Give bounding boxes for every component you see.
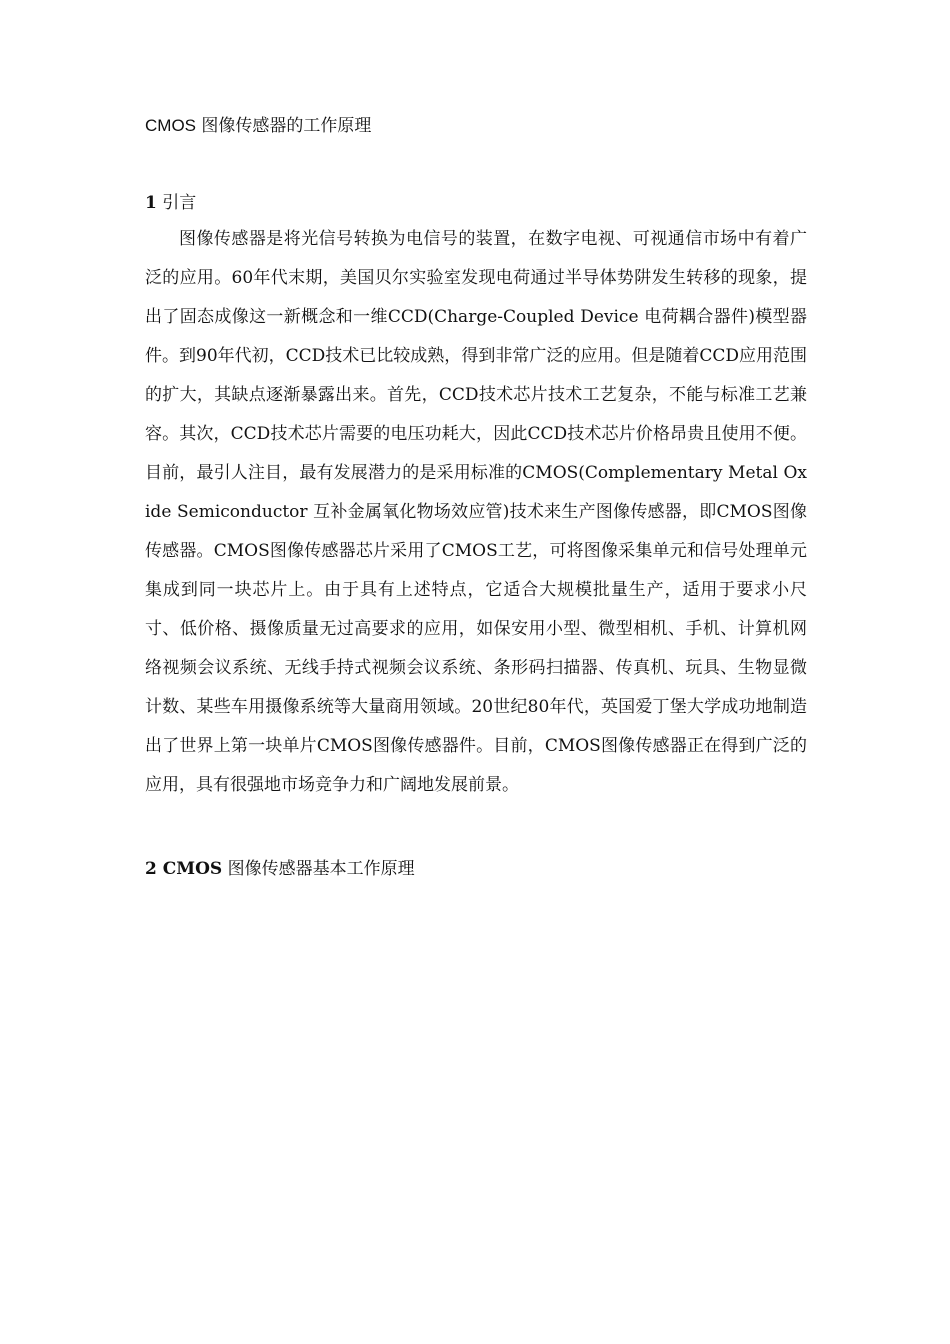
document-title bbox=[145, 114, 825, 138]
section-number: 1 bbox=[145, 193, 157, 213]
section-title: 引言 bbox=[156, 193, 197, 213]
section-number: 2 CMOS bbox=[145, 859, 223, 879]
document-title-latin: CMOS bbox=[145, 116, 196, 135]
introduction-paragraph: 图像传感器是将光信号转换为电信号的装置，在数字电视、可视通信市场中有着广泛的应用。60年代末期，美国贝尔实验室发现电荷通过半导体势阱发生转移的现象，提出了固态成像这一新概念和一维CCD(Charge-Coupled Device 电荷耦合器件)模型器件。到90年代初，CCD技术已比较成熟，得到非常广泛的应用。但是随着CCD应用范围的扩大，其缺点逐渐暴露出来。首先，CCD技术芯片技术工艺复杂，不能与标准工艺兼容。其次，CCD技术芯片需要的电压功耗大，因此CCD技术芯片价格昂贵且使用不便。目前，最引人注目，最有发展潜力的是采用标准的CMOS(Complementary Metal Oxide Semiconductor 互补金属氧化物场效应管)技术来生产图像传感器，即CMOS图像传感器。CMOS图像传感器芯片采用了CMOS工艺，可将图像采集单元和信号处理单元集成到同一块芯片上。由于具有上述特点，它适合大规模批量生产，适用于要求小尺寸、低价格、摄像质量无过高要求的应用，如保安用小型、微型相机、手机、计算机网络视频会议系统、无线手持式视频会议系统、条形码扫描器、传真机、玩具、生物显微计数、某些车用摄像系统等大量商用领域。20世纪80年代，英国爱丁堡大学成功地制造出了世界上第一块单片CMOS图像传感器件。目前，CMOS图像传感器正在得到广泛的应用，具有很强地市场竞争力和广阔地发展前景。 bbox=[145, 229, 807, 795]
document-title-text: 图像传感器的工作原理 bbox=[196, 116, 372, 136]
section-heading-working-principle bbox=[145, 857, 825, 881]
section-heading-introduction bbox=[145, 191, 825, 215]
section-title: 图像传感器基本工作原理 bbox=[222, 859, 415, 879]
